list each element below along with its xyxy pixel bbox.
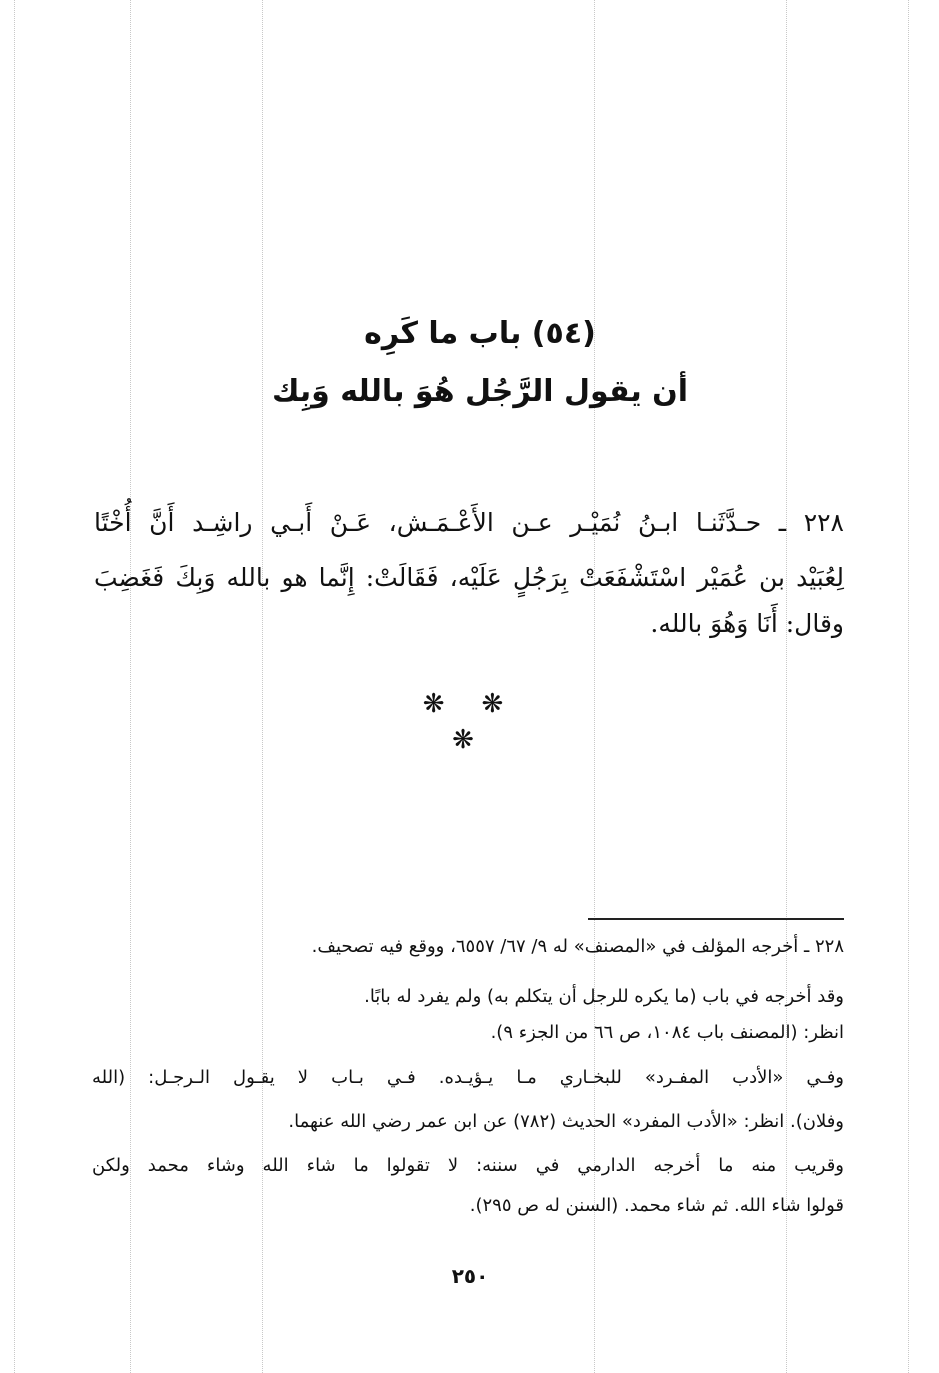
footnote-line-3: انظر: (المصنف باب ١٠٨٤، ص ٦٦ من الجزء ٩). bbox=[490, 1022, 844, 1043]
chapter-title-line-2: أن يقول الرَّجُل هُوَ بالله وَبِك bbox=[271, 374, 689, 409]
footnote-divider bbox=[588, 918, 844, 920]
hadith-text-line-2: لِعُبَيْد بن عُمَيْر اسْتَشْفَعَتْ بِرَجُلٍ عَلَيْه، فَقَالَتْ: إِنَّما هو بالله وَبِكَ فَغَضِبَ bbox=[94, 563, 844, 592]
section-separator: ❋ ❋ ❋ bbox=[422, 689, 518, 755]
chapter-title-line-1: (٥٤) باب ما كَرِه bbox=[364, 316, 596, 351]
hadith-text-line-1: ٢٢٨ ـ حـدَّثَنـا ابـنُ نُمَيْـر عـن الأَعْـمَـش، عَـنْ أَبـي راشِـد أَنَّ أُخْتًا bbox=[94, 508, 844, 537]
footnote-line-2: وقد أخرجه في باب (ما يكره للرجل أن يتكلم به) ولم يفرد له بابًا. bbox=[364, 986, 844, 1007]
page-number: ٢٥٠ bbox=[451, 1264, 489, 1288]
footnote-line-4: وفـي «الأدب المفـرد» للبخـاري مـا يـؤيـده. فـي بـاب لا يقـول الـرجـل: (الله bbox=[92, 1067, 844, 1088]
footnote-line-1: ٢٢٨ ـ أخرجه المؤلف في «المصنف» له ٩/ ٦٧/ ٦٥٥٧، ووقع فيه تصحيف. bbox=[311, 936, 844, 957]
scan-guide-line bbox=[908, 0, 909, 1373]
hadith-text-line-3: وقال: أَنَا وَهُوَ بالله. bbox=[650, 609, 844, 638]
footnote-line-7: قولوا شاء الله. ثم شاء محمد. (السنن له ص ٢٩٥). bbox=[469, 1195, 844, 1216]
footnote-line-6: وقريب منه ما أخرجه الدارمي في سننه: لا تقولوا ما شاء الله وشاء محمد ولكن bbox=[92, 1155, 844, 1176]
scan-guide-line bbox=[14, 0, 15, 1373]
footnote-line-5: وفلان). انظر: «الأدب المفرد» الحديث (٧٨٢) عن ابن عمر رضي الله عنهما. bbox=[288, 1111, 844, 1132]
